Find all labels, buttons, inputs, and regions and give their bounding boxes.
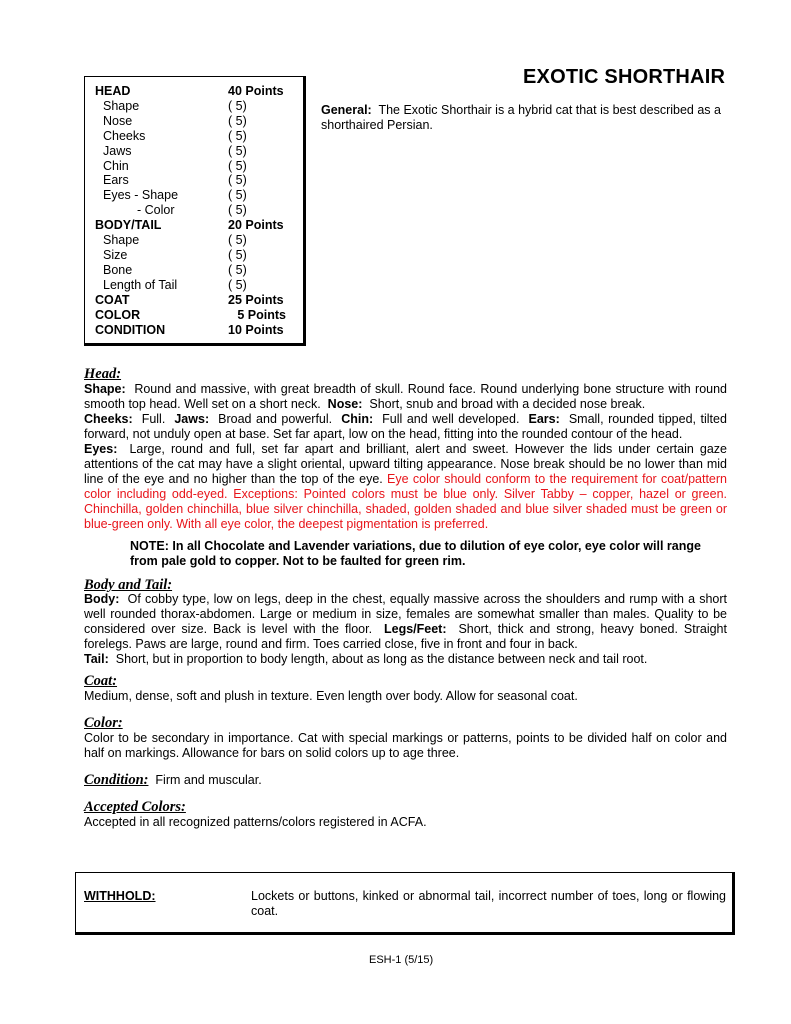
points-row-label: CONDITION xyxy=(95,322,166,337)
eye-color-note: NOTE: In all Chocolate and Lavender variations, due to dilution of eye color, eye color will range from pale gold to copper. Not to be faulted for green rim. xyxy=(130,539,701,568)
head-paragraph xyxy=(84,382,727,532)
shape-label: Shape: xyxy=(84,382,126,396)
points-row-label: COLOR xyxy=(95,307,141,322)
condition-heading: Condition: xyxy=(84,772,149,788)
general-description xyxy=(321,103,727,133)
accepted-colors-text: Accepted in all recognized patterns/colors registered in ACFA. xyxy=(84,815,427,829)
eye-color-requirement: Eye color should conform to the requirement for coat/pattern color including odd-eyed. Exceptions: Pointed colors must be blue only. Silver Tabby – copper, hazel or green. Chinchilla, golden chinchilla, blue silver chinchilla, shaded, golden shaded and blue silver shaded must be green or blue-green only. With all eye color, the deepest pigmentation is preferred. xyxy=(84,472,727,531)
points-row-value: ( 5) xyxy=(228,277,247,292)
points-row-value: ( 5) xyxy=(228,158,247,173)
points-row xyxy=(95,203,295,218)
points-row-label: Shape xyxy=(103,98,140,113)
general-label: General: xyxy=(321,103,372,117)
points-row-label: COAT xyxy=(95,292,130,307)
accepted-colors-heading: Accepted Colors: xyxy=(84,799,186,815)
ears-label: Ears: xyxy=(528,412,560,426)
withhold-label: WITHHOLD: xyxy=(84,889,156,903)
points-row-value: 20 Points xyxy=(228,218,284,233)
points-row-label: HEAD xyxy=(95,84,131,98)
head-heading: Head: xyxy=(84,366,122,382)
withhold-box xyxy=(75,872,735,935)
points-row xyxy=(95,159,295,174)
page-title: EXOTIC SHORTHAIR xyxy=(523,66,726,88)
points-row-value: 40 Points xyxy=(228,84,284,98)
points-row-value: ( 5) xyxy=(228,247,247,262)
points-row-value: ( 5) xyxy=(228,233,247,248)
points-row-value: ( 5) xyxy=(228,203,247,218)
points-row xyxy=(95,233,295,248)
body-tail-paragraph xyxy=(84,592,727,667)
points-row-label: Jaws xyxy=(103,143,132,158)
body-label: Body: xyxy=(84,592,120,606)
points-table-box xyxy=(84,76,306,346)
cheeks-text: Full. xyxy=(141,412,166,426)
points-row-label: Nose xyxy=(103,113,133,128)
points-row-label: Bone xyxy=(103,262,133,277)
points-row-label: BODY/TAIL xyxy=(95,218,162,233)
coat-text: Medium, dense, soft and plush in texture. Even length over body. Allow for seasonal coat. xyxy=(84,689,578,703)
nose-label: Nose: xyxy=(327,397,363,411)
points-row-label: Cheeks xyxy=(103,128,146,143)
points-row-value: ( 5) xyxy=(228,128,247,143)
points-row-value: 10 Points xyxy=(228,322,284,337)
cheeks-label: Cheeks: xyxy=(84,412,133,426)
legs-label: Legs/Feet: xyxy=(384,622,447,636)
legs-text: Short, thick and strong, heavy boned. Straight forelegs. Paws are large, round and firm. Toes carried close, five in front and four in back. xyxy=(84,622,727,651)
points-row xyxy=(95,188,295,203)
condition-line xyxy=(84,772,262,789)
points-row xyxy=(95,308,295,323)
points-row-label: Eyes - Shape xyxy=(103,188,179,203)
general-text: The Exotic Shorthair is a hybrid cat that is best described as a shorthaired Persian. xyxy=(321,103,721,132)
points-row xyxy=(95,173,295,188)
points-row xyxy=(95,129,295,144)
withhold-text: Lockets or buttons, kinked or abnormal tail, incorrect number of toes, long or flowing coat. xyxy=(251,889,726,918)
points-row-value: ( 5) xyxy=(228,173,247,188)
points-row xyxy=(95,278,295,293)
points-row-label: Chin xyxy=(103,158,129,173)
points-row-value: ( 5) xyxy=(228,262,247,277)
points-row xyxy=(95,144,295,159)
shape-text: Round and massive, with great breadth of skull. Round face. Round underlying bone structure with round smooth top head. Well set on a short neck. xyxy=(84,382,728,411)
points-row xyxy=(95,248,295,263)
points-row xyxy=(95,114,295,129)
points-row-value: ( 5) xyxy=(228,113,247,128)
points-row xyxy=(95,293,295,308)
jaws-text: Broad and powerful. xyxy=(218,412,333,426)
points-row-label: Length of Tail xyxy=(103,277,178,292)
color-text: Color to be secondary in importance. Cat with special markings or patterns, points to be divided half on color and half on markings. Allowance for bars on solid colors up to age three. xyxy=(84,731,727,760)
color-heading: Color: xyxy=(84,715,123,731)
points-row xyxy=(95,263,295,278)
body-text: Of cobby type, low on legs, deep in the chest, equally massive across the shoulders and rump with a short well rounded thorax-abdomen. Large or medium in size, females are somewhat smaller than males. Quality to be considered over size. Back is level with the floor. xyxy=(84,592,727,636)
ears-text: Small, rounded tipped, tilted forward, not unduly open at base. Set far apart, low on the head, fitting into the rounded contour of the head. xyxy=(84,412,727,441)
points-row xyxy=(95,99,295,114)
points-row-label: Ears xyxy=(103,173,129,188)
eyes-text: Large, round and full, set far apart and brilliant, alert and sweet. However the lids under certain gaze attentions of the cat may have a slight oriental, upward tilting appearance. Nose break should be no lower than mid line of the eye and no higher than the top of the eye. xyxy=(84,442,727,486)
nose-text: Short, snub and broad with a decided nose break. xyxy=(369,397,646,411)
points-row-label: Size xyxy=(103,247,128,262)
eyes-label: Eyes: xyxy=(84,442,118,456)
points-row-value: ( 5) xyxy=(228,143,247,158)
points-row-label: - Color xyxy=(137,203,175,218)
condition-text: Firm and muscular. xyxy=(155,773,262,787)
jaws-label: Jaws: xyxy=(174,412,210,426)
points-row-value: 25 Points xyxy=(228,292,284,307)
tail-text: Short, but in proportion to body length, about as long as the distance between neck and tail root. xyxy=(115,652,648,666)
points-row xyxy=(95,84,295,99)
points-row-label: Shape xyxy=(103,233,140,248)
points-row xyxy=(95,323,295,338)
body-tail-heading: Body and Tail: xyxy=(84,577,173,593)
points-row-value: ( 5) xyxy=(228,98,247,113)
chin-label: Chin: xyxy=(341,412,374,426)
chin-text: Full and well developed. xyxy=(382,412,520,426)
points-table xyxy=(95,84,295,337)
points-row-value: 5 Points xyxy=(237,307,286,322)
points-row xyxy=(95,218,295,233)
page-footer: ESH-1 (5/15) xyxy=(369,954,434,966)
tail-label: Tail: xyxy=(84,652,109,666)
points-row-value: ( 5) xyxy=(228,188,247,203)
coat-heading: Coat: xyxy=(84,673,118,689)
